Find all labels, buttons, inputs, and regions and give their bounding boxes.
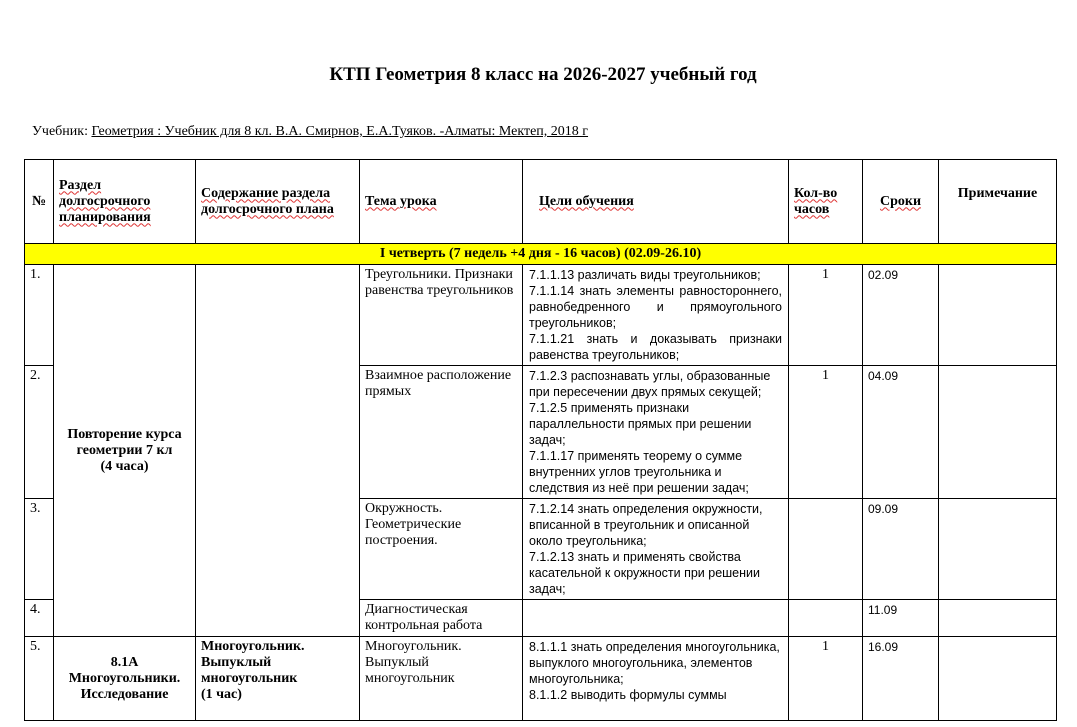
notes-cell[interactable] <box>939 499 1057 600</box>
textbook-link[interactable]: Геометрия : Учебник для 8 кл. В.А. Смирнов, Е.А.Туяков. -Алматы: Мектеп, 2018 г <box>91 124 589 139</box>
topic-cell: Треугольники. Признаки равенства треугольников <box>360 265 523 366</box>
page-title: КТП Геометрия 8 класс на 2026-2027 учебный год <box>329 64 757 85</box>
date-cell: 16.09 <box>863 637 939 721</box>
header-hours: Кол-во часов <box>789 160 863 244</box>
hours-cell <box>789 499 863 600</box>
row-num: 3. <box>25 499 54 600</box>
hours-cell: 1 <box>789 265 863 366</box>
hours-cell: 1 <box>789 637 863 721</box>
section-title: Повторение курса геометрии 7 кл <box>67 426 182 458</box>
content-hours: (1 час) <box>201 687 242 702</box>
notes-cell[interactable] <box>939 366 1057 499</box>
date-cell: 04.09 <box>863 366 939 499</box>
header-section: Раздел долгосрочного планирования <box>54 160 196 244</box>
header-num: № <box>25 160 54 244</box>
date-cell: 02.09 <box>863 265 939 366</box>
section-hours: (4 часа) <box>100 458 149 474</box>
textbook-line <box>32 124 588 140</box>
row-num: 5. <box>25 637 54 721</box>
notes-cell[interactable] <box>939 600 1057 637</box>
topic-cell: Диагностическая контрольная работа <box>360 600 523 637</box>
table-row <box>25 265 1057 366</box>
ktp-table <box>24 159 1057 721</box>
row-num: 4. <box>25 600 54 637</box>
header-content: Содержание раздела долгосрочного плана <box>196 160 360 244</box>
row-num: 1. <box>25 265 54 366</box>
content-title: Многоугольник. Выпуклый многоугольник <box>201 639 305 686</box>
topic-cell: Окружность. Геометрические построения. <box>360 499 523 600</box>
header-notes: Примечание <box>939 160 1057 244</box>
goals-cell: 7.1.1.13 различать виды треугольников; 7.1.1.14 знать элементы равностороннего, равнобедренного и прямоугольного треугольников; 7.1.1.21 знать и доказывать признаки равенства треугольников; <box>523 265 789 366</box>
content-cell-empty <box>196 265 360 637</box>
section-cell: 8.1A Многоугольники. Исследование <box>54 637 196 721</box>
topic-cell: Многоугольник. Выпуклый многоугольник <box>360 637 523 721</box>
quarter-label: I четверть (7 недель +4 дня - 16 часов) (02.09-26.10) <box>25 244 1057 265</box>
topic-cell: Взаимное расположение прямых <box>360 366 523 499</box>
goals-cell: 7.1.2.3 распознавать углы, образованные при пересечении двух прямых секущей; 7.1.2.5 применять признаки параллельности прямых при решении задач; 7.1.1.17 применять теорему о сумме внутренних углов треугольника и следствия из неё при решении задач; <box>523 366 789 499</box>
goals-cell <box>523 600 789 637</box>
header-dates: Сроки <box>863 160 939 244</box>
date-cell: 11.09 <box>863 600 939 637</box>
row-num: 2. <box>25 366 54 499</box>
notes-cell[interactable] <box>939 265 1057 366</box>
hours-cell: 1 <box>789 366 863 499</box>
header-topic: Тема урока <box>360 160 523 244</box>
table-row <box>25 637 1057 721</box>
goals-cell: 8.1.1.1 знать определения многоугольника, выпуклого многоугольника, элементов многоугольника; 8.1.1.2 выводить формулы суммы <box>523 637 789 721</box>
section-cell <box>54 265 196 637</box>
quarter-row <box>25 244 1057 265</box>
notes-cell[interactable] <box>939 637 1057 721</box>
header-row <box>25 160 1057 244</box>
content-cell <box>196 637 360 721</box>
goals-cell: 7.1.2.14 знать определения окружности, вписанной в треугольник и описанной около треугольника; 7.1.2.13 знать и применять свойства касательной к окружности при решении задач; <box>523 499 789 600</box>
hours-cell <box>789 600 863 637</box>
header-goals: Цели обучения <box>523 160 789 244</box>
textbook-prefix: Учебник: <box>32 124 92 139</box>
date-cell: 09.09 <box>863 499 939 600</box>
